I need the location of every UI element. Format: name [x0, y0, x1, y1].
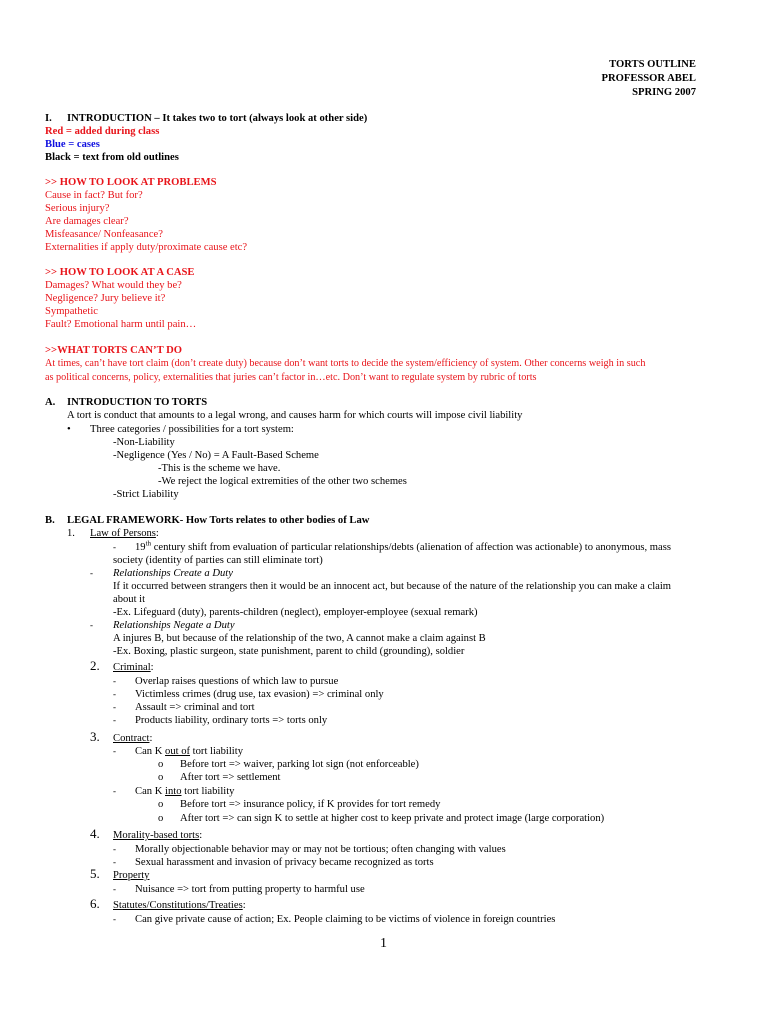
categories-bullet: Three categories / possibilities for a tort system:: [90, 424, 294, 435]
contract-sub-item: After tort => can sign K to settle at higher cost to keep private and protect image (large corporation): [180, 813, 605, 824]
sub-bullet-icon: o: [158, 799, 164, 810]
sub-bullet-icon: o: [158, 772, 164, 783]
page-number: 1: [380, 936, 387, 951]
criminal-title: Criminal:: [113, 662, 154, 673]
dash-marker: -: [113, 914, 116, 924]
case-item: Damages? What would they be?: [45, 280, 182, 291]
legal-framework-heading: LEGAL FRAMEWORK- How Torts relates to other bodies of Law: [67, 515, 370, 526]
cant-do-text: At times, can’t have tort claim (don’t create duty) because don’t want torts to decide the system/efficiency of system. Other concerns weigh in such: [45, 358, 646, 369]
property-title: Property: [113, 870, 150, 881]
create-duty-title: Relationships Create a Duty: [113, 568, 233, 579]
problems-item: Misfeasance/ Nonfeasance?: [45, 229, 163, 240]
problems-item: Cause in fact? But for?: [45, 190, 143, 201]
outline-title: TORTS OUTLINE: [609, 59, 696, 70]
intro-torts-heading: INTRODUCTION TO TORTS: [67, 397, 208, 408]
statutes-title: Statutes/Constitutions/Treaties:: [113, 900, 246, 911]
negate-duty-text: A injures B, but because of the relationship of the two, A cannot make a claim against B: [113, 633, 486, 644]
criminal-item: Victimless crimes (drug use, tax evasion) => criminal only: [135, 689, 384, 700]
problems-item: Externalities if apply duty/proximate cause etc?: [45, 242, 248, 253]
case-heading: >> HOW TO LOOK AT A CASE: [45, 267, 195, 278]
dash-marker: -: [113, 702, 116, 712]
intro-heading: INTRODUCTION – It takes two to tort (always look at other side): [67, 113, 368, 124]
contract-sub-item: After tort => settlement: [180, 772, 281, 783]
sub-bullet-icon: o: [158, 813, 164, 824]
bullet-icon: •: [67, 424, 71, 435]
section-numeral: I.: [45, 113, 52, 124]
dash-marker: -: [113, 676, 116, 686]
contract-out-of: Can K out of tort liability: [135, 746, 243, 757]
morality-item: Morally objectionable behavior may or may not be tortious; often changing with values: [135, 844, 506, 855]
persons-shift: 19th century shift from evaluation of particular relationships/debts (alienation of affection was actionable) to anonymous, mass: [135, 539, 671, 553]
category-item: -Non-Liability: [113, 437, 175, 448]
statutes-item: Can give private cause of action; Ex. People claiming to be victims of violence in foreign countries: [135, 914, 556, 925]
dash-marker: -: [113, 786, 116, 796]
problems-item: Are damages clear?: [45, 216, 129, 227]
category-item: -Negligence (Yes / No) = A Fault-Based Scheme: [113, 450, 319, 461]
cant-do-text: as political concerns, policy, externalities that juries can’t factor in…etc. Don’t want to regulate system by rubric of torts: [45, 372, 537, 383]
persons-shift-cont: society (identity of parties can still eliminate tort): [113, 555, 323, 566]
case-item: Fault? Emotional harm until pain…: [45, 319, 197, 330]
contract-into: Can K into tort liability: [135, 786, 235, 797]
list-number: 4.: [90, 826, 100, 841]
tort-definition: A tort is conduct that amounts to a legal wrong, and causes harm for which courts will impose civil liability: [67, 410, 523, 421]
create-duty-text: If it occurred between strangers then it would be an innocent act, but because of the nature of the relationship you can make a claim: [113, 581, 672, 592]
persons-title: Law of Persons:: [90, 528, 159, 539]
section-letter: A.: [45, 397, 56, 408]
legend-blue: Blue = cases: [45, 139, 100, 150]
contract-sub-item: Before tort => waiver, parking lot sign (not enforceable): [180, 759, 419, 770]
list-number: 1.: [67, 528, 75, 539]
list-number: 3.: [90, 729, 100, 744]
morality-title: Morality-based torts:: [113, 830, 203, 841]
term-label: SPRING 2007: [632, 87, 696, 98]
section-letter: B.: [45, 515, 55, 526]
property-item: Nuisance => tort from putting property to harmful use: [135, 884, 365, 895]
negate-duty-title: Relationships Negate a Duty: [113, 620, 235, 631]
dash-marker: -: [113, 884, 116, 894]
negate-duty-example: -Ex. Boxing, plastic surgeon, state punishment, parent to child (grounding), soldier: [113, 646, 465, 657]
contract-title: Contract:: [113, 733, 153, 744]
problems-item: Serious injury?: [45, 203, 110, 214]
dash-marker: -: [90, 568, 93, 578]
list-number: 6.: [90, 896, 100, 911]
list-number: 2.: [90, 658, 100, 673]
create-duty-example: -Ex. Lifeguard (duty), parents-children (neglect), employer-employee (sexual remark): [113, 607, 478, 618]
dash-marker: -: [113, 857, 116, 867]
category-note: -This is the scheme we have.: [158, 463, 281, 474]
problems-heading: >> HOW TO LOOK AT PROBLEMS: [45, 177, 217, 188]
category-item: -Strict Liability: [113, 489, 179, 500]
criminal-item: Overlap raises questions of which law to pursue: [135, 676, 339, 687]
dash-marker: -: [113, 542, 116, 552]
legend-black: Black = text from old outlines: [45, 152, 179, 163]
case-item: Negligence? Jury believe it?: [45, 293, 166, 304]
legend-red: Red = added during class: [45, 126, 160, 137]
cant-do-heading: >>WHAT TORTS CAN’T DO: [45, 345, 182, 356]
dash-marker: -: [113, 844, 116, 854]
criminal-item: Products liability, ordinary torts => torts only: [135, 715, 328, 726]
dash-marker: -: [90, 620, 93, 630]
criminal-item: Assault => criminal and tort: [135, 702, 255, 713]
contract-sub-item: Before tort => insurance policy, if K provides for tort remedy: [180, 799, 441, 810]
professor-name: PROFESSOR ABEL: [601, 73, 696, 84]
sub-bullet-icon: o: [158, 759, 164, 770]
list-number: 5.: [90, 866, 100, 881]
category-note: -We reject the logical extremities of the other two schemes: [158, 476, 407, 487]
create-duty-text: about it: [113, 594, 146, 605]
dash-marker: -: [113, 715, 116, 725]
dash-marker: -: [113, 689, 116, 699]
case-item: Sympathetic: [45, 306, 98, 317]
dash-marker: -: [113, 746, 116, 756]
morality-item: Sexual harassment and invasion of privacy became recognized as torts: [135, 857, 434, 868]
